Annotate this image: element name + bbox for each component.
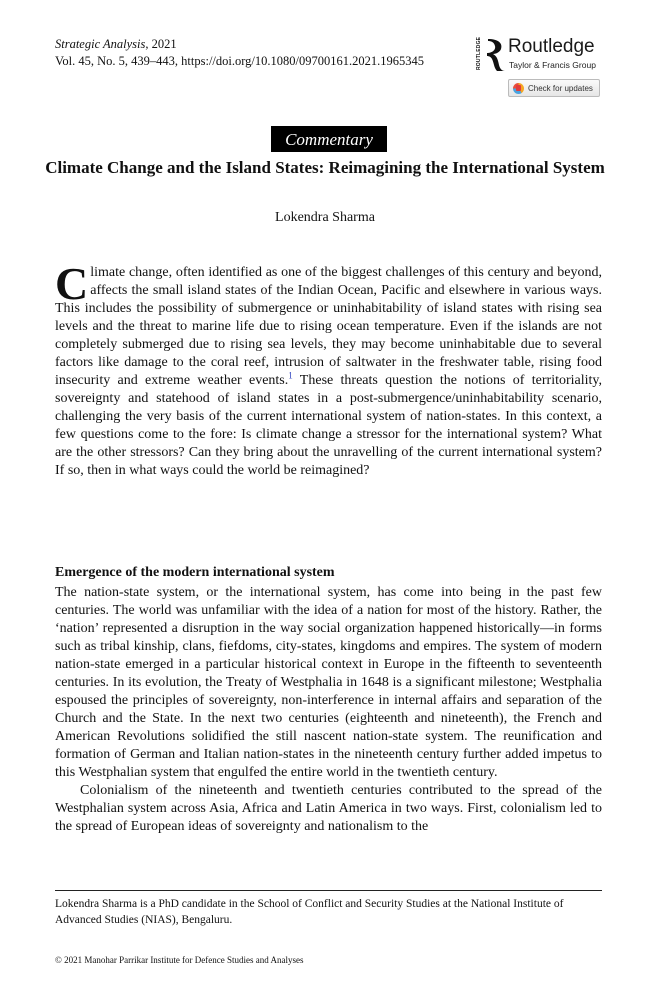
crossmark-icon — [513, 83, 524, 94]
check-updates-label: Check for updates — [528, 83, 593, 93]
section-paragraph-1: The nation-state system, or the international system, has come into being in the past few centuries. The world was unfamiliar with the idea of a nation for most of the history. Rather, the ‘nation’ represented a disruption in the way social organization happened historically—in forms such as tribal kinship, clans, fiefdoms, city-states, kingdoms and empires. The system of modern nation-state emerged in a particular historical context in Europe in the fifteenth to seventeenth centuries. In its evolution, the Treaty of Westphalia in 1648 is a significant milestone; Westphalia espoused the principles of sovereignty, non-interference in internal affairs and separation of the Church and the State. In the next two centuries (eighteenth and nineteenth), the French and American Revolutions solidified the still nascent nation-state system. The reunification and formation of German and Italian nation-states in the nineteenth century further added impetus to this Westphalian system that engulfed the entire world in the twentieth century. — [55, 585, 602, 780]
footnote-divider — [55, 890, 602, 891]
publisher-group: Taylor & Francis Group — [509, 60, 596, 70]
section-body — [55, 584, 602, 836]
section-heading: Emergence of the modern international system — [55, 565, 335, 580]
intro-text-part-2: These threats question the notions of territoriality, sovereignty and statehood of island states in a post-submergence/uninhabitability scenario, challenging the very basis of the current international system of nation-states. In this context, a few questions come to the fore: Is climate change a stressor for the international system? What are the other stressors? Can they bring about the unravelling of the current international system? If so, then in what ways could the world be reimagined? — [55, 373, 602, 478]
footnote-ref-1[interactable]: 1 — [288, 370, 293, 381]
intro-text-part-1: limate change, often identified as one of the biggest challenges of this century and beyond, affects the small island states of the Indian Ocean, Pacific and elsewhere in various ways. This includes the possibility of submergence or uninhabitability of island states with rising sea levels and the threat to marine life due to rising ocean temperature. Even if the islands are not completely submerged due to rising sea levels, they may become uninhabitable due to several factors like damage to the coral reef, intrusion of saltwater in the freshwater table, rising food insecurity and extreme weather events. — [55, 265, 602, 388]
journal-year: , 2021 — [145, 37, 177, 51]
routledge-logo — [476, 38, 616, 72]
author-bio: Lokendra Sharma is a PhD candidate in the School of Conflict and Security Studies at the National Institute of Advanced Studies (NIAS), Bengaluru. — [55, 898, 564, 926]
journal-name: Strategic Analysis — [55, 37, 146, 51]
publisher-name: Routledge — [508, 36, 595, 57]
intro-paragraph — [55, 258, 602, 480]
section-paragraph-2: Colonialism of the nineteenth and twentieth centuries contributed to the spread of the Westphalian system across Asia, Africa and Latin America in two ways. First, colonialism led to the spread of European ideas of sovereignty and nationalism to the — [55, 783, 602, 834]
check-for-updates-button[interactable] — [508, 79, 600, 97]
citation-doi[interactable]: Vol. 45, No. 5, 439–443, https://doi.org/10.1080/09700161.2021.1965345 — [55, 54, 425, 68]
routledge-r-icon — [484, 38, 506, 72]
drop-cap: C — [55, 258, 89, 309]
article-type-badge: Commentary — [271, 126, 387, 152]
logo-vertical-text: ROUTLEDGE — [476, 36, 482, 70]
copyright-notice: © 2021 Manohar Parrikar Institute for Defence Studies and Analyses — [55, 955, 304, 965]
article-title: Climate Change and the Island States: Reimagining the International System — [45, 158, 605, 177]
journal-citation — [55, 36, 424, 70]
article-author: Lokendra Sharma — [275, 210, 375, 225]
